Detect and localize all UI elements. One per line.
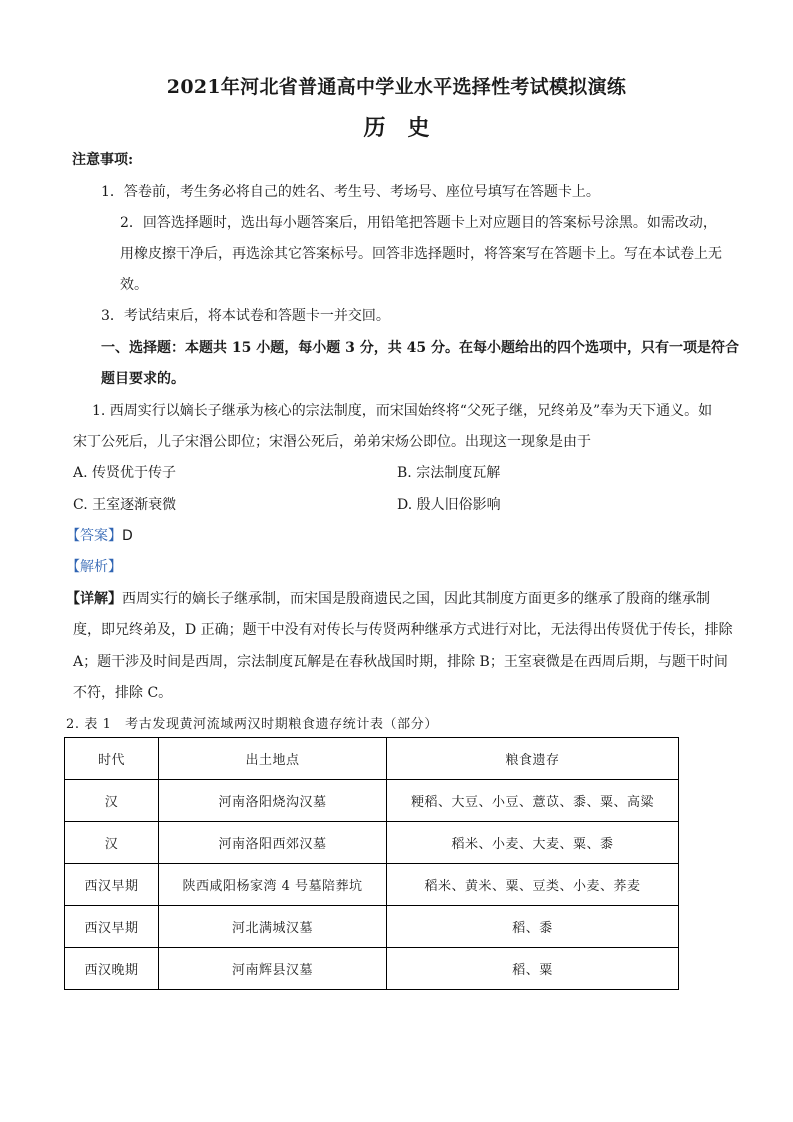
- detail-line-4: 不符，排除 C。: [73, 685, 173, 701]
- table-cell: 稻、黍: [387, 906, 679, 948]
- table-body: [65, 738, 679, 990]
- notes-heading: 注意事项:: [72, 152, 134, 168]
- answer-value: D: [122, 528, 133, 544]
- table-header-cell: 出土地点: [159, 738, 387, 780]
- table-cell: 稻、粟: [387, 948, 679, 990]
- table-cell: 河南洛阳西郊汉墓: [159, 822, 387, 864]
- subject-title: 历史: [363, 115, 452, 141]
- detail-text: 西周实行的嫡长子继承制，而宋国是殷商遗民之国，因此其制度方面更多的继承了殷商的继承制: [122, 591, 710, 607]
- table-row: [65, 948, 679, 990]
- analysis-tag: 【解析】: [66, 559, 122, 575]
- table-header-cell: 时代: [65, 738, 159, 780]
- answer-tag: 【答案】: [66, 528, 122, 544]
- notes-item-2-line-2: 用橡皮擦干净后，再选涂其它答案标号。回答非选择题时，将答案写在答题卡上。写在本试卷上无: [120, 246, 722, 262]
- table-cell: 稻米、小麦、大麦、粟、黍: [387, 822, 679, 864]
- section-1-heading-line-2: 题目要求的。: [101, 371, 185, 387]
- table-cell: 河北满城汉墓: [159, 906, 387, 948]
- option-a: A. 传贤优于传子: [73, 465, 177, 481]
- table-cell: 西汉早期: [65, 906, 159, 948]
- notes-item-1: 1．答卷前，考生务必将自己的姓名、考生号、考场号、座位号填写在答题卡上。: [101, 184, 600, 200]
- table-cell: 稻米、黄米、粟、豆类、小麦、荞麦: [387, 864, 679, 906]
- option-b: B. 宗法制度瓦解: [397, 465, 501, 481]
- notes-item-3: 3．考试结束后，将本试卷和答题卡一并交回。: [101, 308, 390, 324]
- detail-line-3: A；题干涉及时间是西周，宗法制度瓦解是在春秋战国时期，排除 B；王室衰微是在西周后期，与题干时间: [73, 654, 728, 670]
- table-cell: 西汉早期: [65, 864, 159, 906]
- question-1-stem-line-2: 宋丁公死后，儿子宋湣公即位；宋湣公死后，弟弟宋炀公即位。出现这一现象是由于: [73, 434, 591, 450]
- table-header-row: [65, 738, 679, 780]
- question-2-caption: 2. 表 1 考古发现黄河流域两汉时期粮食遗存统计表（部分）: [66, 717, 438, 732]
- detail-line-1: [66, 589, 710, 609]
- table-cell: 西汉晚期: [65, 948, 159, 990]
- option-d: D. 殷人旧俗影响: [397, 497, 501, 513]
- table-header-cell: 粮食遗存: [387, 738, 679, 780]
- table-cell: 粳稻、大豆、小豆、薏苡、黍、粟、高粱: [387, 780, 679, 822]
- table-row: [65, 780, 679, 822]
- table-cell: 汉: [65, 822, 159, 864]
- section-1-heading-line-1: 一、选择题：本题共 15 小题，每小题 3 分，共 45 分。在每小题给出的四个选项中，只有一项是符合: [101, 340, 739, 356]
- detail-tag: 【详解】: [66, 591, 122, 607]
- notes-item-2-line-1: 2．回答选择题时，选出每小题答案后，用铅笔把答题卡上对应题目的答案标号涂黑。如需改动，: [120, 215, 717, 231]
- grain-remains-table: [64, 737, 679, 990]
- table-row: [65, 906, 679, 948]
- detail-line-2: 度，即兄终弟及，D 正确；题干中没有对传长与传贤两种继承方式进行对比，无法得出传贤优于传长，排除: [73, 622, 733, 638]
- notes-item-2-line-3: 效。: [120, 277, 148, 293]
- option-c: C. 王室逐渐衰微: [73, 497, 177, 513]
- table-cell: 河南洛阳烧沟汉墓: [159, 780, 387, 822]
- answer-line: [66, 526, 133, 546]
- question-1-stem-line-1: 1. 西周实行以嫡长子继承为核心的宗法制度，而宋国始终将“父死子继，兄终弟及”奉为天下通义。如: [92, 403, 713, 419]
- table-row: [65, 822, 679, 864]
- table-cell: 汉: [65, 780, 159, 822]
- exam-title: 2021年河北省普通高中学业水平选择性考试模拟演练: [166, 76, 627, 98]
- table-cell: 陕西咸阳杨家湾 4 号墓陪葬坑: [159, 864, 387, 906]
- table-row: [65, 864, 679, 906]
- table-cell: 河南辉县汉墓: [159, 948, 387, 990]
